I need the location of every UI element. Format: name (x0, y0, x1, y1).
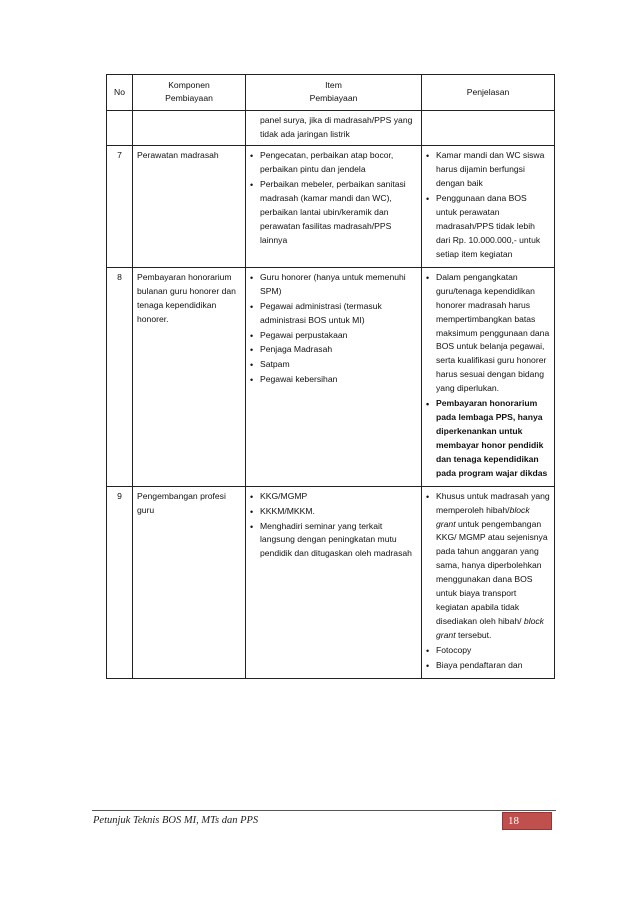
penjelasan-list (426, 271, 550, 481)
list-item: • Fotocopy (426, 644, 550, 658)
list-item: • Pegawai perpustakaan (250, 329, 417, 343)
item-list (250, 149, 417, 247)
cell-item (246, 110, 422, 146)
list-item: • Pengecatan, perbaikan atap bocor, perbaikan pintu dan jendela (250, 149, 417, 177)
italic-term: block grant (436, 504, 530, 529)
list-item: • Penjaga Madrasah (250, 343, 417, 357)
cell-no: 9 (107, 486, 133, 678)
cell-komponen: Pembayaran honorarium bulanan guru honorer dan tenaga kependidikan honorer. (133, 267, 246, 486)
continuation-item-text: panel surya, jika di madrasah/PPS yang tidak ada jaringan listrik (260, 114, 413, 139)
list-item: • Pegawai administrasi (termasuk administrasi BOS untuk MI) (250, 300, 417, 328)
footer-divider (92, 810, 556, 811)
text-span: untuk pengembangan KKG/ MGMP atau sejenisnya pada tahun anggaran yang sama, hanya diperbolehkan menggunakan dana BOS untuk biaya transport kegiatan apabila tidak disediakan oleh hibah/ (436, 518, 548, 626)
cell-no (107, 110, 133, 146)
cell-penjelasan (422, 486, 555, 678)
budget-component-table (106, 74, 555, 679)
italic-term: block grant (436, 615, 544, 640)
list-item: • KKKM/MKKM. (250, 505, 417, 519)
cell-penjelasan (422, 146, 555, 267)
table-row-continuation (107, 110, 555, 146)
list-item: • Perbaikan mebeler, perbaikan sanitasi madrasah (kamar mandi dan WC), perbaikan lantai ubin/keramik dan perawatan fasilitas madrasah/PPS lainnya (250, 178, 417, 248)
list-item (426, 490, 550, 643)
list-item: • Dalam pengangkatan guru/tenaga kependidikan honorer madrasah harus mempertimbangkan batas maksimum penggunaan dana BOS untuk belanja pegawai, serta kualifikasi guru honorer harus sesuai dengan bidang yang diperlukan. (426, 271, 550, 396)
list-item: • Pembayaran honorarium pada lembaga PPS, hanya diperkenankan untuk membayar honor pendidik dan tenaga kependidikan pada program wajar dikdas (426, 397, 550, 481)
penjelasan-list (426, 149, 550, 261)
cell-komponen: Pengembangan profesi guru (133, 486, 246, 678)
cell-komponen: Perawatan madrasah (133, 146, 246, 267)
cell-penjelasan (422, 110, 555, 146)
list-item: • Satpam (250, 358, 417, 372)
header-komponen-line2: Pembiayaan (165, 93, 213, 104)
item-list (250, 271, 417, 387)
cell-komponen (133, 110, 246, 146)
header-item (246, 75, 422, 111)
table-row (107, 267, 555, 486)
header-item-line1: Item (325, 80, 342, 90)
list-item: • Biaya pendaftaran dan (426, 659, 550, 673)
table-row (107, 486, 555, 678)
list-item: • Pegawai kebersihan (250, 373, 417, 387)
penjelasan-list (426, 490, 550, 673)
cell-item (246, 486, 422, 678)
table-row (107, 146, 555, 267)
header-item-line2: Pembiayaan (309, 93, 358, 104)
cell-item (246, 146, 422, 267)
list-item: • KKG/MGMP (250, 490, 417, 504)
table-header-row (107, 75, 555, 111)
header-komponen-line1: Komponen (168, 80, 210, 90)
footer-title: Petunjuk Teknis BOS MI, MTs dan PPS (93, 815, 259, 826)
text-span: Khusus untuk madrasah yang memperoleh hibah/ (436, 490, 550, 515)
header-penjelasan: Penjelasan (422, 75, 555, 111)
header-no: No (107, 75, 133, 111)
page-number-badge: 18 (502, 812, 552, 830)
list-item: • Guru honorer (hanya untuk memenuhi SPM) (250, 271, 417, 299)
item-list (250, 490, 417, 562)
list-item: • Penggunaan dana BOS untuk perawatan madrasah/PPS tidak lebih dari Rp. 10.000.000,- untuk setiap item kegiatan (426, 192, 550, 262)
cell-penjelasan (422, 267, 555, 486)
cell-no: 7 (107, 146, 133, 267)
cell-item (246, 267, 422, 486)
list-item: • Kamar mandi dan WC siswa harus dijamin berfungsi dengan baik (426, 149, 550, 191)
text-span: tersebut. (455, 629, 492, 640)
cell-no: 8 (107, 267, 133, 486)
list-item: • Menghadiri seminar yang terkait langsung dengan peningkatan mutu pendidik dan ditugaskan oleh madrasah (250, 520, 417, 562)
header-komponen (133, 75, 246, 111)
